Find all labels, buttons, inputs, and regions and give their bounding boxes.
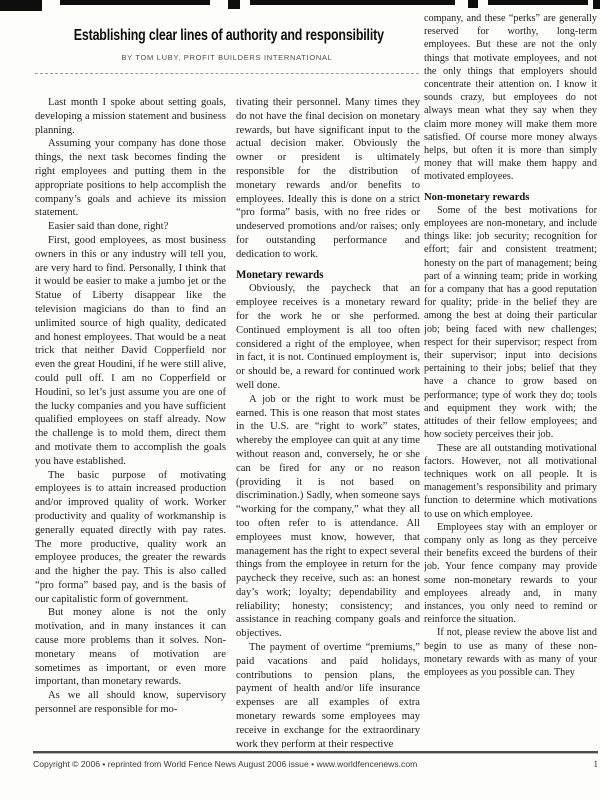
scan-mark [250,0,455,5]
paragraph: Assuming your company has done those things, the next task becomes finding the right employees and putting them in the appropriate positions to help accomplish the company’s goals and achieve its mission statement. [35,138,226,219]
page-number: 1 [593,759,598,769]
paragraph: The basic purpose of motivating employees is to attain increased production and/or improved quality of work. Worker productivity and quality of workmanship is generally equated directly with pay rates. The more productive, quality work an employee produces, the greater the rewards and the higher the pay. This is also called “pro forma” based pay, and is the basis of our capitalistic form of government. [35,469,226,605]
article-header [35,27,419,74]
scan-mark [0,0,42,11]
byline: BY TOM LUBY, PROFIT BUILDERS INTERNATIONAL [121,53,333,62]
column-2 [236,96,420,748]
paragraph: Obviously, the paycheck that an employee receives is a monetary reward for the work he or she performed. Continued employment is all too often considered a right of the employee, when in fact, it is not. Continued employment is, or should be, a reward for continued work well done. [236,283,420,391]
copyright-text: Copyright © 2006 • reprinted from World Fence News August 2006 issue • www.worldfencenews.com [33,759,418,769]
column-1 [35,96,226,748]
paragraph: A job or the right to work must be earned. This is one reason that most states in the U.S. are “right to work” states, whereby the employee can quit at any time without reason and, conversely, he or she can be fired for any or no reason (providing it is not based on discrimination.) Sadly, when someone says “working for the company,” what they all too often refer to is attendance. All employees must know, however, that management has the right to expect several things from the employee in return for the paycheck they receive, such as: an honest day’s work; loyalty; dependability and reliability; honesty; consistency; and assistance in reaching company goals and objectives. [236,393,420,640]
paragraph: First, good employees, as most business owners in this or any industry will tell you, are very hard to find. Personally, I think that it would be easier to make a jumbo jet or the Statue of Liberty disappear like the television magicians do than to find an unlimited source of high quality, dedicated and honest employees. That would be a neat trick that neither David Copperfield nor even the great Houdini, if he were still alive, could pull off. I am no Copperfield or Houdini, so let’s just assume you are one of the lucky companies and you have sufficient qualified employees on staff already. Now the challenge is to mold them, direct them and motivate them to accomplish the goals you have established. [35,234,226,467]
paragraph: Some of the best motivations for employees are non-monetary, and include things like: job security; recognition for effort; fair and consistent treatment; honesty on the part of management; being part of a winning team; pride in working for a company that has a good reputation for quality; pride in the belief they are among the best at doing their particular job; being faced with new challenges; respect for their supervisor; respect from their supervisor; input into decisions pertaining to their jobs; belief that they have a chance to grow based on performance; type of work they do; tools and equipment they work with; the attitudes of their fellow employees; and how society perceives their job. [424,204,597,441]
paragraph: The payment of overtime “premiums,” paid vacations and paid holidays, contributions to pension plans, the payment of health and/or life insurance expenses are all examples of extra monetary rewards some employees may receive in exchange for the extraordinary work they perform at their respective [236,642,420,748]
page-title: Establishing clear lines of authority and responsibility [73,27,384,44]
footer-divider [33,751,598,754]
paragraph-continuation: company, and these “perks” are generally reserved for worthy, long-term employees. But these are not the only things that motivate employees, and not the only things that employers should concentrate their attention on. I know it sounds crazy, but employees do not always mean what they say when they claim more money will make them more satisfied. Of course more money always helps, but often it is more than simply money that will make them happy and motivated employees. [424,13,597,183]
paragraph: Employees stay with an employer or company only as long as they perceive their benefits exceed the burdens of their job. Your fence company may provide some non-monetary rewards to your employees already and, in many instances, you only need to remind or reinforce the situation. [424,521,597,626]
section-heading-monetary-rewards: Monetary rewards [236,268,324,281]
paragraph: Last month I spoke about setting goals, developing a mission statement and business planning. [35,97,226,136]
scan-mark [593,0,600,9]
paragraph: As we all should know, supervisory personnel are responsible for mo- [35,690,226,716]
scan-mark [228,0,240,9]
paragraph: These are all outstanding motivational factors. However, not all motivational techniques work on all people. It is management’s responsibility and primary function to determine which motivations to use on which employee. [424,442,597,520]
section-heading-non-monetary-rewards: Non-monetary rewards [424,191,530,203]
paragraph: But money alone is not the only motivation, and in many instances it can cause more problems than it solves. Non-monetary means of motivation are sometimes as important, or even more important, than monetary rewards. [35,607,226,688]
column-3 [424,12,597,748]
scan-mark [60,0,210,5]
footer [33,759,598,769]
paragraph: Easier said than done, right? [48,221,169,233]
paragraph: If not, please review the above list and begin to use as many of these non-monetary rewards with as many of your employees as you possible can. They [424,627,597,678]
scan-mark [488,0,588,5]
paragraph-continuation: tivating their personnel. Many times they do not have the final decision on monetary rewards, but have significant input to the actual decision maker. Obviously the owner or president is ultimately responsible for the distribution of monetary rewards and/or benefits to employees. Ideally this is done on a strict “pro forma” basis, with no free rides or undeserved promotions and/or raises; only for outstanding performance and dedication to work. [236,97,420,260]
scan-mark [468,0,478,8]
header-divider [35,73,419,74]
